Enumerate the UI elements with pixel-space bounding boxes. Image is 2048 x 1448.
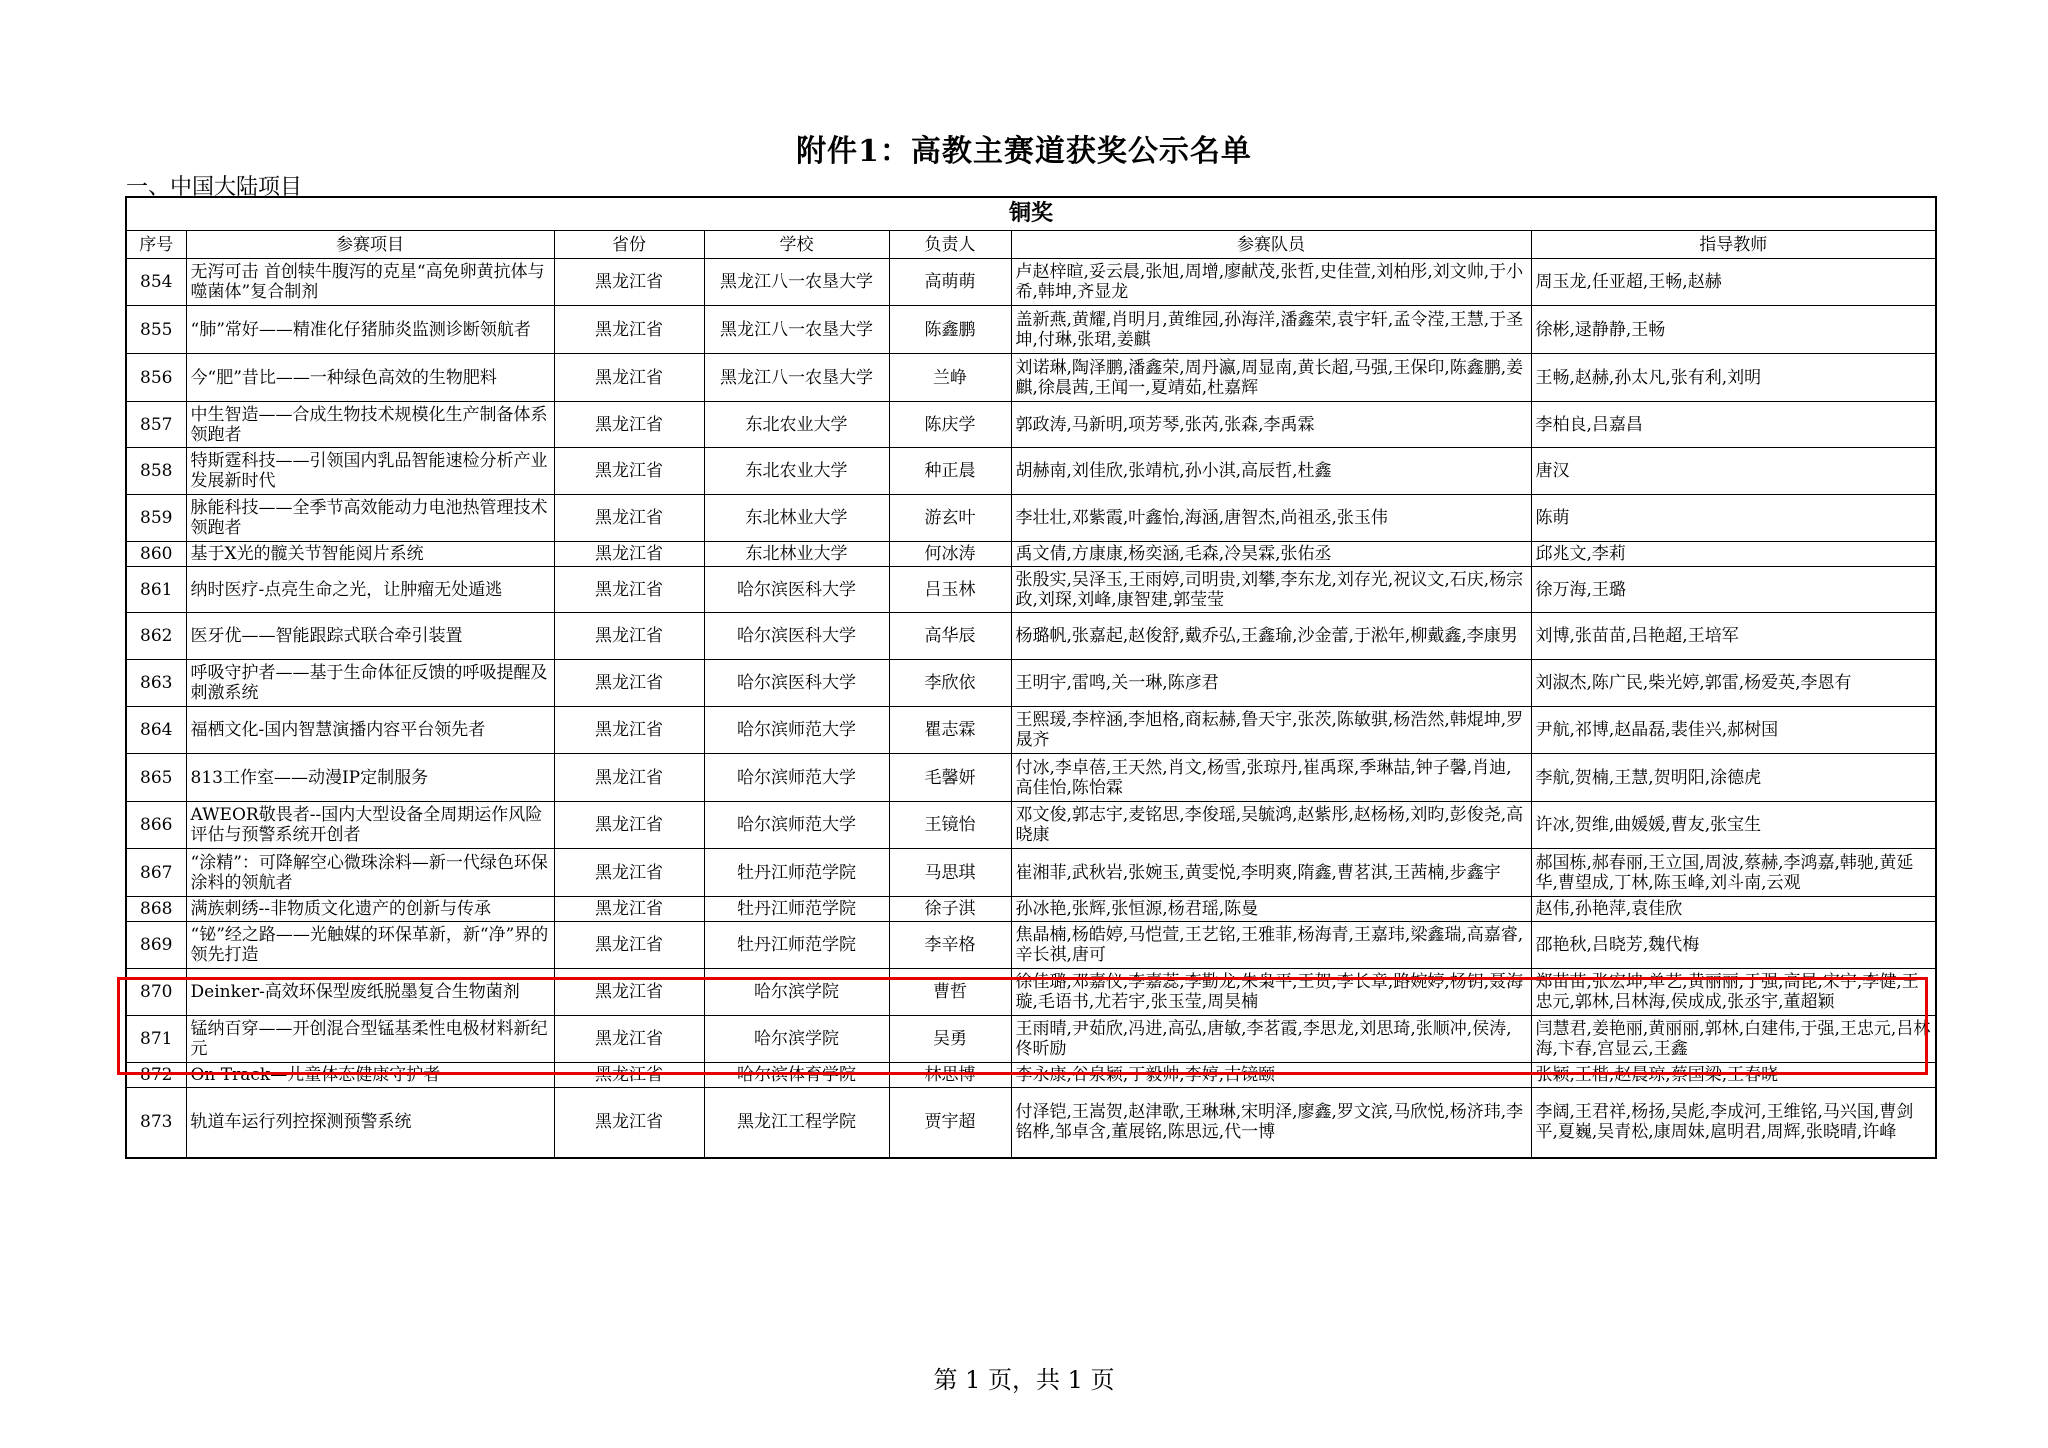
team-members-cell: 王熙瑗,李梓涵,李旭格,商耘赫,鲁天宇,张茨,陈敏骐,杨浩然,韩焜坤,罗晟齐 [1011, 707, 1531, 754]
leader-cell: 王镜怡 [889, 802, 1011, 849]
advisors-cell: 周玉龙,任亚超,王畅,赵赫 [1531, 259, 1936, 306]
school-cell: 黑龙江八一农垦大学 [704, 306, 889, 354]
table-row [126, 402, 1936, 448]
project-name-cell: 无泻可击 首创犊牛腹泻的克星“高免卵黄抗体与噬菌体”复合制剂 [186, 259, 554, 306]
table-row [126, 495, 1936, 542]
row-number-cell: 862 [126, 613, 186, 660]
project-name-cell: 呼吸守护者——基于生命体征反馈的呼吸提醒及刺激系统 [186, 660, 554, 707]
team-members-cell: 张殷实,吴泽玉,王雨婷,司明贵,刘攀,李东龙,刘存光,祝议文,石庆,杨宗政,刘琛,刘峰,康智建,郭莹莹 [1011, 567, 1531, 613]
province-cell: 黑龙江省 [554, 1063, 704, 1088]
leader-cell: 李辛格 [889, 922, 1011, 969]
row-number-cell: 871 [126, 1016, 186, 1063]
table-row [126, 707, 1936, 754]
page-title: 附件1：高教主赛道获奖公示名单 [796, 134, 1252, 169]
school-cell: 东北林业大学 [704, 495, 889, 542]
advisors-cell: 刘博,张苗苗,吕艳超,王培军 [1531, 613, 1936, 660]
project-name-cell: 今“肥”昔比——一种绿色高效的生物肥料 [186, 354, 554, 402]
table-row [126, 354, 1936, 402]
leader-cell: 徐子淇 [889, 897, 1011, 922]
leader-cell: 吕玉林 [889, 567, 1011, 613]
award-level-row [126, 197, 1936, 231]
project-name-cell: Deinker-高效环保型废纸脱墨复合生物菌剂 [186, 969, 554, 1016]
row-number-cell: 860 [126, 542, 186, 567]
row-number-cell: 861 [126, 567, 186, 613]
team-members-cell: 王雨晴,尹茹欣,冯进,高弘,唐敏,李茗霞,李思龙,刘思琦,张顺冲,侯涛,佟昕励 [1011, 1016, 1531, 1063]
leader-cell: 何冰涛 [889, 542, 1011, 567]
school-cell: 哈尔滨医科大学 [704, 660, 889, 707]
advisors-cell: 李阔,王君祥,杨扬,吴彪,李成河,王维铭,马兴国,曹剑平,夏巍,吴青松,康周妹,扈明君,周辉,张晓晴,许峰 [1531, 1088, 1936, 1158]
team-members-cell: 邓文俊,郭志宇,麦铭思,李俊瑶,吴毓鸿,赵紫彤,赵杨杨,刘昀,彭俊尧,高晓康 [1011, 802, 1531, 849]
project-name-cell: 医牙优——智能跟踪式联合牵引装置 [186, 613, 554, 660]
table-row [126, 897, 1936, 922]
team-members-cell: 李永康,谷泉颖,丁毅帅,李婷,古镜颐 [1011, 1063, 1531, 1088]
column-header: 学校 [704, 231, 889, 259]
row-number-cell: 854 [126, 259, 186, 306]
leader-cell: 兰峥 [889, 354, 1011, 402]
team-members-cell: 崔湘菲,武秋岩,张婉玉,黄雯悦,李明爽,隋鑫,曹茗淇,王茜楠,步鑫宇 [1011, 849, 1531, 897]
project-name-cell: “铋”经之路——光触媒的环保革新，新“净”界的领先打造 [186, 922, 554, 969]
column-header: 参赛项目 [186, 231, 554, 259]
school-cell: 东北林业大学 [704, 542, 889, 567]
school-cell: 哈尔滨医科大学 [704, 613, 889, 660]
team-members-cell: 郭政涛,马新明,项芳琴,张芮,张森,李禹霖 [1011, 402, 1531, 448]
advisors-cell: 张颖,王楷,赵晨琼,蔡国梁,王春晓 [1531, 1063, 1936, 1088]
row-number-cell: 858 [126, 448, 186, 495]
school-cell: 黑龙江八一农垦大学 [704, 354, 889, 402]
table-row [126, 448, 1936, 495]
row-number-cell: 859 [126, 495, 186, 542]
school-cell: 哈尔滨师范大学 [704, 754, 889, 802]
advisors-cell: 徐彬,逯静静,王畅 [1531, 306, 1936, 354]
table-row [126, 306, 1936, 354]
table-row [126, 754, 1936, 802]
school-cell: 哈尔滨学院 [704, 1016, 889, 1063]
school-cell: 哈尔滨师范大学 [704, 802, 889, 849]
advisors-cell: 李柏良,吕嘉昌 [1531, 402, 1936, 448]
leader-cell: 陈鑫鹏 [889, 306, 1011, 354]
school-cell: 东北农业大学 [704, 448, 889, 495]
row-number-cell: 864 [126, 707, 186, 754]
column-header: 序号 [126, 231, 186, 259]
team-members-cell: 焦晶楠,杨皓婷,马恺萱,王艺铭,王雅菲,杨海青,王嘉玮,梁鑫瑞,高嘉睿,辛长祺,唐可 [1011, 922, 1531, 969]
table-row [126, 660, 1936, 707]
section-heading: 一、中国大陆项目 [126, 175, 303, 200]
project-name-cell: 纳时医疗-点亮生命之光，让肿瘤无处遁逃 [186, 567, 554, 613]
province-cell: 黑龙江省 [554, 567, 704, 613]
leader-cell: 陈庆学 [889, 402, 1011, 448]
advisors-cell: 郑苗苗,张宏坤,单艺,黄丽丽,于强,高昆,宋宇,李健,王忠元,郭林,吕林海,侯成成,张丞宇,董超颖 [1531, 969, 1936, 1016]
project-name-cell: AWEOR敬畏者--国内大型设备全周期运作风险评估与预警系统开创者 [186, 802, 554, 849]
project-name-cell: 特斯霆科技——引领国内乳品智能速检分析产业发展新时代 [186, 448, 554, 495]
province-cell: 黑龙江省 [554, 1016, 704, 1063]
team-members-cell: 卢赵梓暄,妥云晨,张旭,周增,廖献茂,张哲,史佳萱,刘柏彤,刘文帅,于小希,韩坤,齐显龙 [1011, 259, 1531, 306]
project-name-cell: 轨道车运行列控探测预警系统 [186, 1088, 554, 1158]
row-number-cell: 866 [126, 802, 186, 849]
row-number-cell: 868 [126, 897, 186, 922]
column-header: 负责人 [889, 231, 1011, 259]
row-number-cell: 870 [126, 969, 186, 1016]
province-cell: 黑龙江省 [554, 1088, 704, 1158]
leader-cell: 李欣依 [889, 660, 1011, 707]
table-body [126, 259, 1936, 1158]
advisors-cell: 刘淑杰,陈广民,柴光婷,郭雷,杨爱英,李恩有 [1531, 660, 1936, 707]
leader-cell: 种正晨 [889, 448, 1011, 495]
advisors-cell: 王畅,赵赫,孙太凡,张有利,刘明 [1531, 354, 1936, 402]
province-cell: 黑龙江省 [554, 969, 704, 1016]
column-header-row [126, 231, 1936, 259]
advisors-cell: 李航,贺楠,王慧,贺明阳,涂德虎 [1531, 754, 1936, 802]
province-cell: 黑龙江省 [554, 849, 704, 897]
column-header: 省份 [554, 231, 704, 259]
advisors-cell: 许冰,贺维,曲媛媛,曹友,张宝生 [1531, 802, 1936, 849]
table-row [126, 849, 1936, 897]
province-cell: 黑龙江省 [554, 802, 704, 849]
table-row [126, 259, 1936, 306]
leader-cell: 贾宇超 [889, 1088, 1011, 1158]
project-name-cell: 满族刺绣--非物质文化遗产的创新与传承 [186, 897, 554, 922]
school-cell: 哈尔滨学院 [704, 969, 889, 1016]
team-members-cell: 付冰,李卓蓓,王天然,肖文,杨雪,张琼丹,崔禹琛,季琳喆,钟子馨,肖迪,高佳怡,陈怡霖 [1011, 754, 1531, 802]
project-name-cell: “涂精”：可降解空心微珠涂料—新一代绿色环保涂料的领航者 [186, 849, 554, 897]
table-row [126, 1016, 1936, 1063]
school-cell: 哈尔滨医科大学 [704, 567, 889, 613]
leader-cell: 高华辰 [889, 613, 1011, 660]
advisors-cell: 邱兆文,李莉 [1531, 542, 1936, 567]
leader-cell: 高萌萌 [889, 259, 1011, 306]
province-cell: 黑龙江省 [554, 448, 704, 495]
province-cell: 黑龙江省 [554, 495, 704, 542]
table-row [126, 542, 1936, 567]
row-number-cell: 872 [126, 1063, 186, 1088]
team-members-cell: 禹文倩,方康康,杨奕涵,毛森,冷昊霖,张佑丞 [1011, 542, 1531, 567]
project-name-cell: On Track—儿童体态健康守护者 [186, 1063, 554, 1088]
row-number-cell: 863 [126, 660, 186, 707]
team-members-cell: 杨璐帆,张嘉起,赵俊舒,戴乔弘,王鑫瑜,沙金蕾,于淞年,柳戴鑫,李康男 [1011, 613, 1531, 660]
province-cell: 黑龙江省 [554, 613, 704, 660]
province-cell: 黑龙江省 [554, 354, 704, 402]
advisors-cell: 闫慧君,姜艳丽,黄丽丽,郭林,白建伟,于强,王忠元,吕林海,卞春,宫显云,王鑫 [1531, 1016, 1936, 1063]
advisors-cell: 郝国栋,郝春丽,王立国,周波,蔡赫,李鸿嘉,韩驰,黄延华,曹望成,丁林,陈玉峰,刘斗南,云观 [1531, 849, 1936, 897]
school-cell: 牡丹江师范学院 [704, 922, 889, 969]
school-cell: 东北农业大学 [704, 402, 889, 448]
column-header: 参赛队员 [1011, 231, 1531, 259]
team-members-cell: 徐佳璐,邓嘉仪,李嘉蕊,李勤龙,朱枭平,王贺,李长章,路婉婷,杨钥,聂海璇,毛语书,尤若宇,张玉莹,周昊楠 [1011, 969, 1531, 1016]
row-number-cell: 869 [126, 922, 186, 969]
province-cell: 黑龙江省 [554, 707, 704, 754]
project-name-cell: 813工作室——动漫IP定制服务 [186, 754, 554, 802]
team-members-cell: 王明宇,雷鸣,关一琳,陈彦君 [1011, 660, 1531, 707]
school-cell: 黑龙江工程学院 [704, 1088, 889, 1158]
team-members-cell: 刘诺琳,陶泽鹏,潘鑫荣,周丹瀛,周显南,黄长超,马强,王保印,陈鑫鹏,姜麒,徐晨茜,王闻一,夏靖茹,杜嘉辉 [1011, 354, 1531, 402]
page-footer: 第 1 页，共 1 页 [933, 1366, 1115, 1394]
team-members-cell: 李壮壮,邓紫霞,叶鑫怡,海涵,唐智杰,尚祖丞,张玉伟 [1011, 495, 1531, 542]
table-row [126, 613, 1936, 660]
advisors-cell: 赵伟,孙艳萍,袁佳欣 [1531, 897, 1936, 922]
school-cell: 黑龙江八一农垦大学 [704, 259, 889, 306]
leader-cell: 瞿志霖 [889, 707, 1011, 754]
province-cell: 黑龙江省 [554, 897, 704, 922]
project-name-cell: 福栖文化-国内智慧演播内容平台领先者 [186, 707, 554, 754]
award-level: 铜奖 [126, 197, 1936, 231]
table-row [126, 922, 1936, 969]
table-row [126, 802, 1936, 849]
leader-cell: 马思琪 [889, 849, 1011, 897]
province-cell: 黑龙江省 [554, 402, 704, 448]
table-row [126, 567, 1936, 613]
team-members-cell: 盖新燕,黄耀,肖明月,黄维园,孙海洋,潘鑫荣,袁宇轩,孟令滢,王慧,于圣坤,付琳,张珺,姜麒 [1011, 306, 1531, 354]
advisors-cell: 唐汉 [1531, 448, 1936, 495]
row-number-cell: 855 [126, 306, 186, 354]
project-name-cell: 中生智造——合成生物技术规模化生产制备体系领跑者 [186, 402, 554, 448]
advisors-cell: 尹航,祁博,赵晶磊,裴佳兴,郝树国 [1531, 707, 1936, 754]
team-members-cell: 孙冰艳,张辉,张恒源,杨君瑶,陈曼 [1011, 897, 1531, 922]
school-cell: 哈尔滨师范大学 [704, 707, 889, 754]
award-table [125, 196, 1937, 1159]
advisors-cell: 徐万海,王璐 [1531, 567, 1936, 613]
table-row [126, 1063, 1936, 1088]
row-number-cell: 873 [126, 1088, 186, 1158]
table-row [126, 1088, 1936, 1158]
leader-cell: 游玄叶 [889, 495, 1011, 542]
province-cell: 黑龙江省 [554, 306, 704, 354]
province-cell: 黑龙江省 [554, 754, 704, 802]
team-members-cell: 胡赫南,刘佳欣,张靖杭,孙小淇,高辰哲,杜鑫 [1011, 448, 1531, 495]
project-name-cell: “肺”常好——精准化仔猪肺炎监测诊断领航者 [186, 306, 554, 354]
project-name-cell: 锰纳百穿——开创混合型锰基柔性电极材料新纪元 [186, 1016, 554, 1063]
project-name-cell: 基于X光的髋关节智能阅片系统 [186, 542, 554, 567]
team-members-cell: 付泽铠,王嵩贺,赵津歌,王琳琳,宋明泽,廖鑫,罗文滨,马欣悦,杨济玮,李铭桦,邹卓含,董展铭,陈思远,代一博 [1011, 1088, 1531, 1158]
project-name-cell: 脉能科技——全季节高效能动力电池热管理技术领跑者 [186, 495, 554, 542]
school-cell: 哈尔滨体育学院 [704, 1063, 889, 1088]
row-number-cell: 867 [126, 849, 186, 897]
province-cell: 黑龙江省 [554, 542, 704, 567]
row-number-cell: 856 [126, 354, 186, 402]
row-number-cell: 857 [126, 402, 186, 448]
school-cell: 牡丹江师范学院 [704, 897, 889, 922]
province-cell: 黑龙江省 [554, 922, 704, 969]
leader-cell: 林思博 [889, 1063, 1011, 1088]
province-cell: 黑龙江省 [554, 660, 704, 707]
leader-cell: 吴勇 [889, 1016, 1011, 1063]
row-number-cell: 865 [126, 754, 186, 802]
leader-cell: 毛馨妍 [889, 754, 1011, 802]
leader-cell: 曹哲 [889, 969, 1011, 1016]
province-cell: 黑龙江省 [554, 259, 704, 306]
column-header: 指导教师 [1531, 231, 1936, 259]
advisors-cell: 邵艳秋,吕晓芳,魏代梅 [1531, 922, 1936, 969]
advisors-cell: 陈萌 [1531, 495, 1936, 542]
table-row [126, 969, 1936, 1016]
school-cell: 牡丹江师范学院 [704, 849, 889, 897]
